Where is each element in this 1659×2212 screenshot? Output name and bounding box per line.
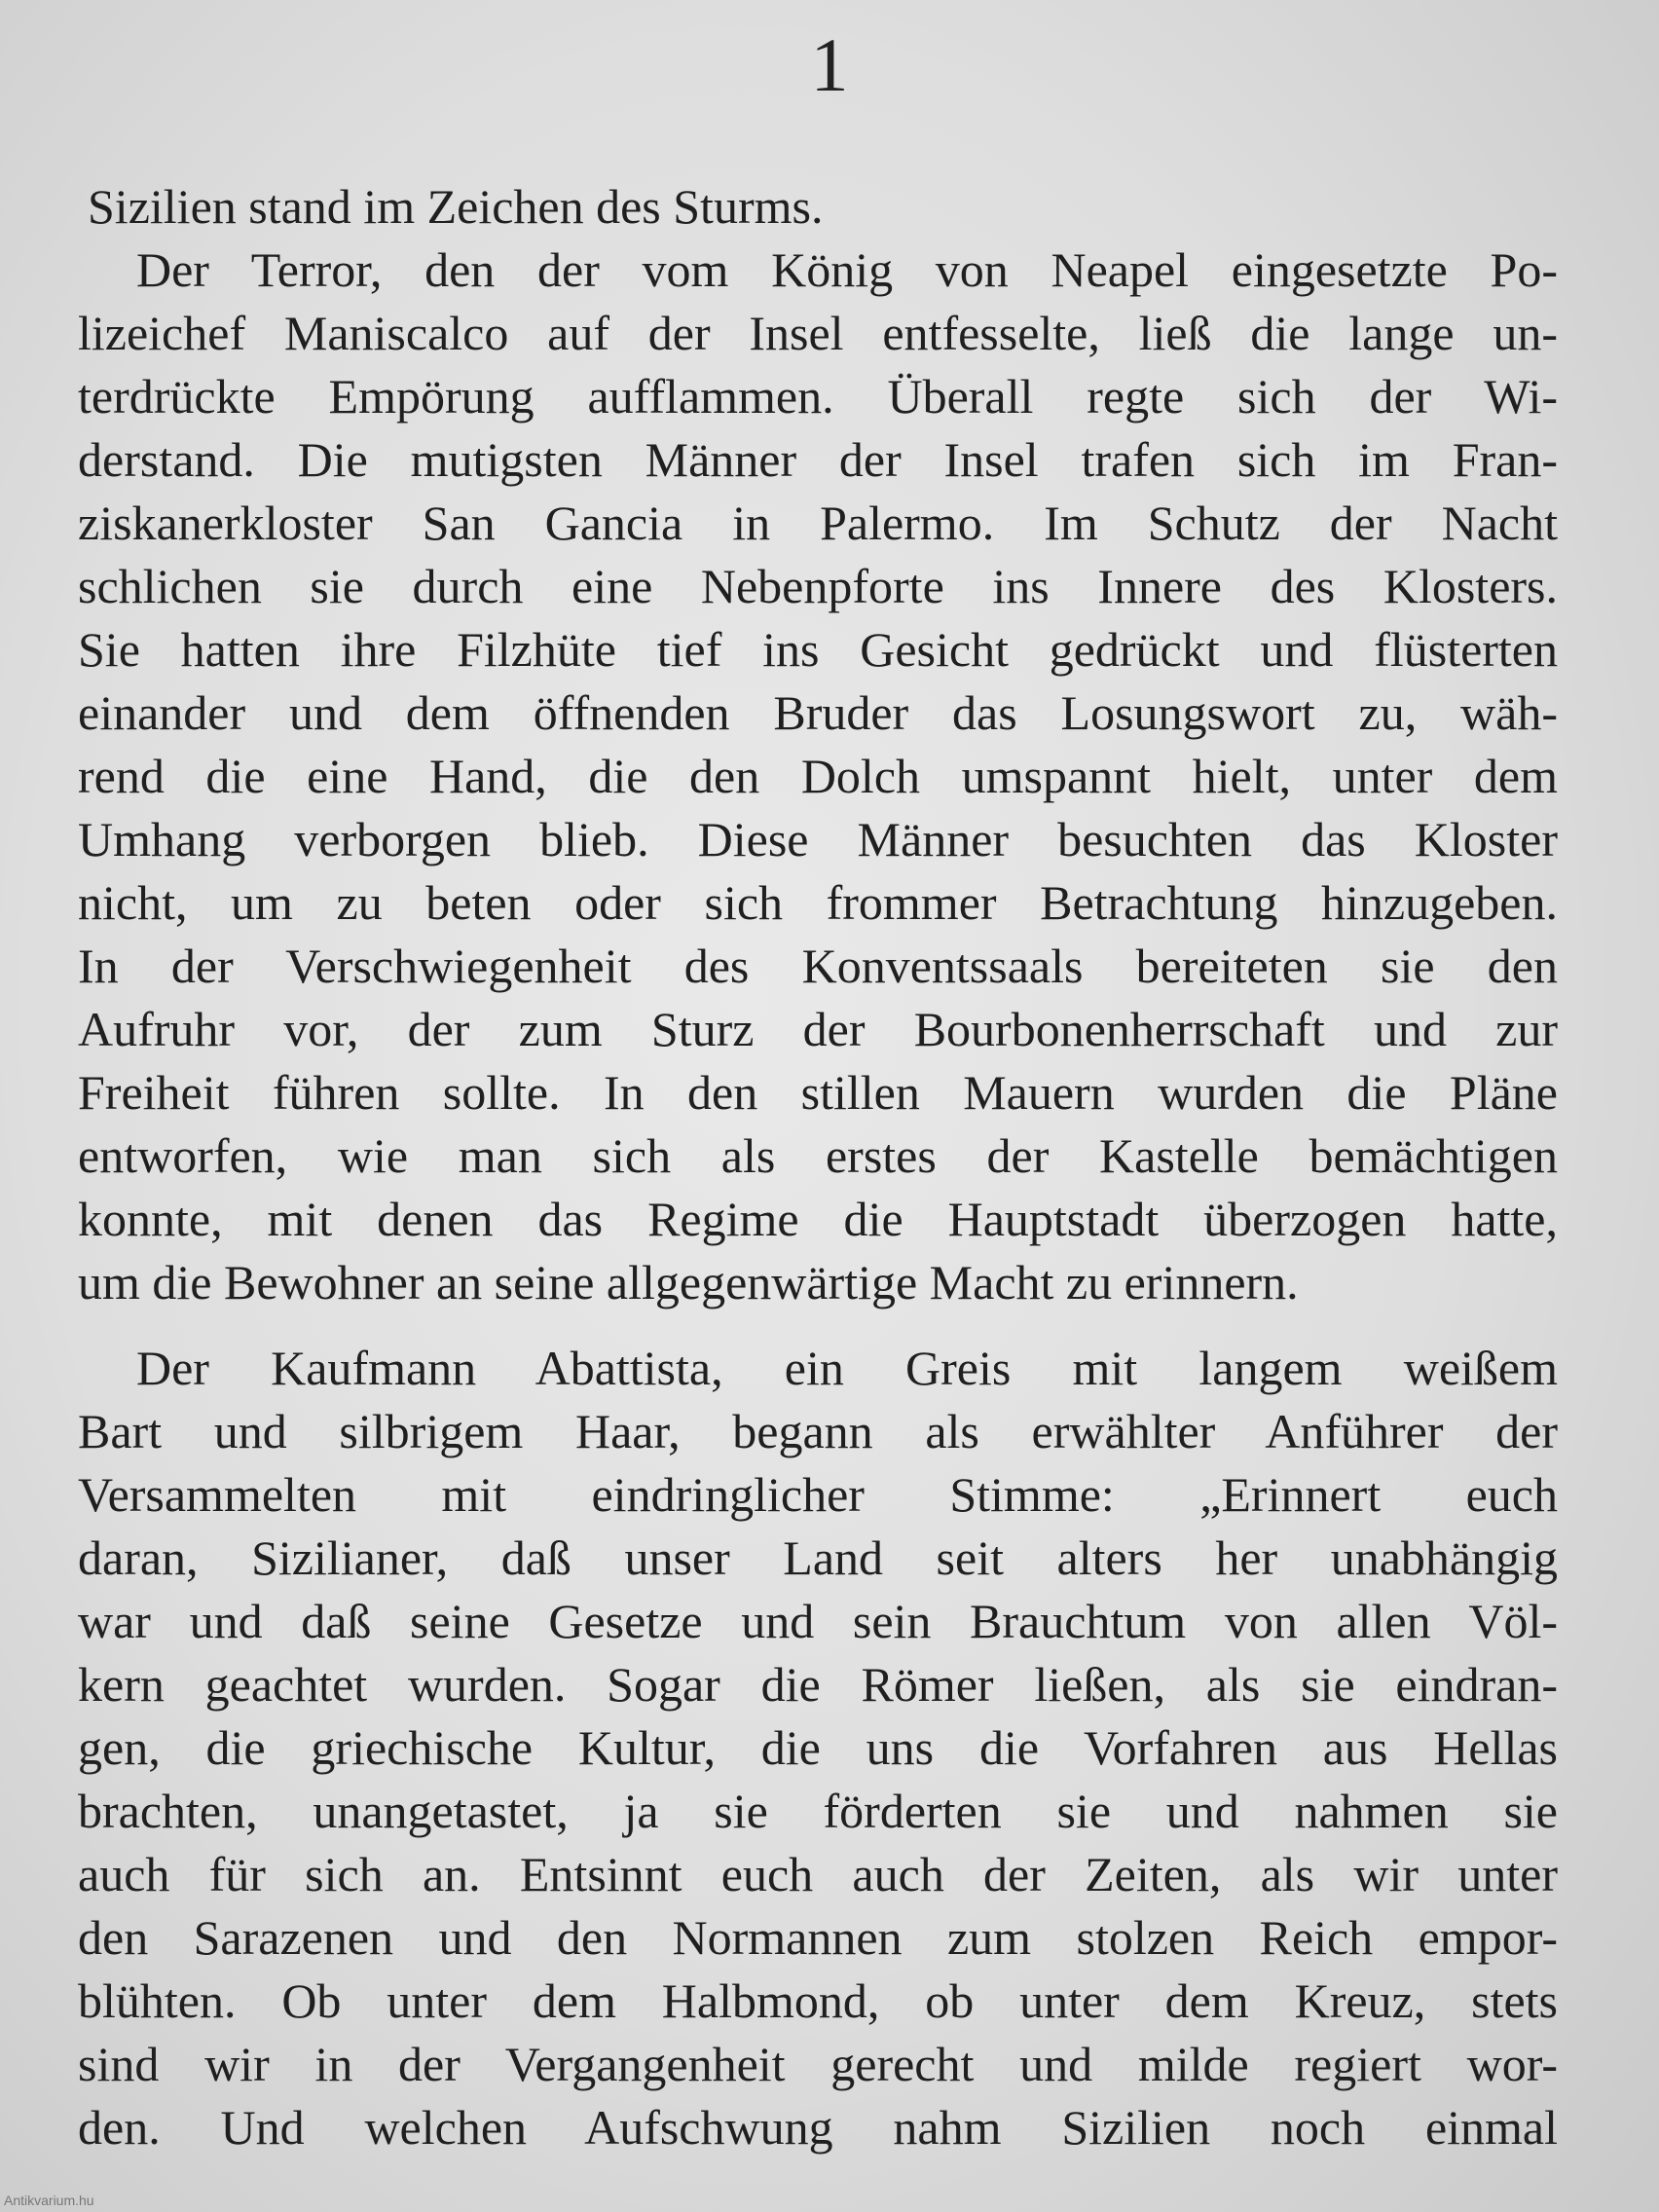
- text-line: lizeichef Maniscalco auf der Insel entfesselte, ließ die lange un-: [78, 306, 1558, 360]
- text-line: Versammelten mit eindringlicher Stimme: „Erinnert euch: [78, 1467, 1558, 1522]
- text-line: um die Bewohner an seine allgegenwärtige Macht zu erinnern.: [78, 1255, 1299, 1309]
- text-line: Aufruhr vor, der zum Sturz der Bourbonenherrschaft und zur: [78, 1002, 1558, 1056]
- text-line: Umhang verborgen blieb. Diese Männer besuchten das Kloster: [78, 812, 1558, 866]
- text-line: In der Verschwiegenheit des Konventssaals bereiteten sie den: [78, 939, 1558, 993]
- text-line: Freiheit führen sollte. In den stillen Mauern wurden die Pläne: [78, 1065, 1558, 1120]
- text-line: kern geachtet wurden. Sogar die Römer ließen, als sie eindran-: [78, 1657, 1558, 1712]
- text-line: nicht, um zu beten oder sich frommer Betrachtung hinzugeben.: [78, 875, 1558, 930]
- text-line: terdrückte Empörung aufflammen. Überall regte sich der Wi-: [78, 369, 1558, 424]
- text-line: entworfen, wie man sich als erstes der Kastelle bemächtigen: [78, 1128, 1558, 1183]
- text-line: schlichen sie durch eine Nebenpforte ins Innere des Klosters.: [78, 559, 1558, 613]
- text-line: blühten. Ob unter dem Halbmond, ob unter dem Kreuz, stets: [78, 1973, 1558, 2028]
- text-line: auch für sich an. Entsinnt euch auch der Zeiten, als wir unter: [78, 1847, 1558, 1901]
- text-line: sind wir in der Vergangenheit gerecht und milde regiert wor-: [78, 2037, 1558, 2091]
- text-line: ziskanerkloster San Gancia in Palermo. Im Schutz der Nacht: [78, 496, 1558, 550]
- chapter-number: 1: [810, 22, 849, 107]
- text-line: einander und dem öffnenden Bruder das Losungswort zu, wäh-: [78, 685, 1558, 740]
- text-line: Bart und silbrigem Haar, begann als erwählter Anführer der: [78, 1404, 1558, 1458]
- text-line: den Sarazenen und den Normannen zum stolzen Reich empor-: [78, 1910, 1558, 1965]
- text-line: den. Und welchen Aufschwung nahm Sizilien noch einmal: [78, 2100, 1558, 2155]
- text-line: war und daß seine Gesetze und sein Brauchtum von allen Völ-: [78, 1594, 1558, 1648]
- text-line: Sie hatten ihre Filzhüte tief ins Gesicht gedrückt und flüsterten: [78, 622, 1558, 677]
- watermark: Antikvarium.hu: [4, 2193, 94, 2208]
- text-line: daran, Sizilianer, daß unser Land seit alters her unabhängig: [78, 1530, 1558, 1585]
- text-line: Der Kaufmann Abattista, ein Greis mit langem weißem: [136, 1341, 1558, 1395]
- text-line: rend die eine Hand, die den Dolch umspannt hielt, unter dem: [78, 749, 1558, 803]
- text-line: konnte, mit denen das Regime die Hauptstadt überzogen hatte,: [78, 1192, 1558, 1246]
- text-line: gen, die griechische Kultur, die uns die Vorfahren aus Hellas: [78, 1720, 1558, 1775]
- text-line: brachten, unangetastet, ja sie förderten sie und nahmen sie: [78, 1784, 1558, 1838]
- text-line: derstand. Die mutigsten Männer der Insel trafen sich im Fran-: [78, 432, 1558, 487]
- text-line: Sizilien stand im Zeichen des Sturms.: [88, 179, 824, 234]
- text-line: Der Terror, den der vom König von Neapel eingesetzte Po-: [136, 242, 1558, 297]
